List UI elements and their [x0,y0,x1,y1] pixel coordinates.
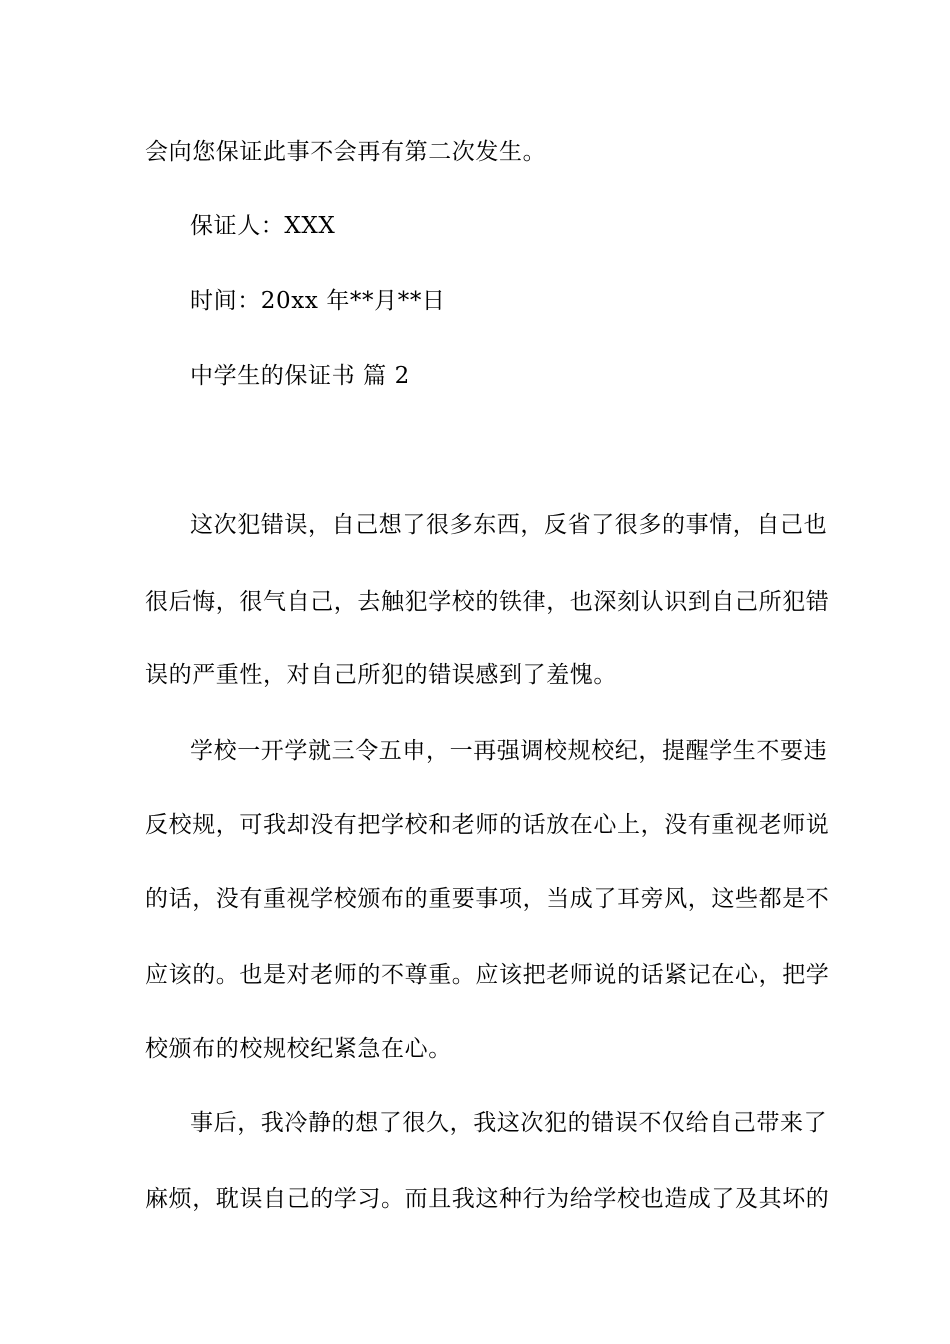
paragraph-line: 校颁布的校规校纪紧急在心。 [145,1036,452,1062]
paragraph-line: 很后悔，很气自己，去触犯学校的铁律，也深刻认识到自己所犯错 [145,589,830,615]
paragraph-line: 这次犯错误，自己想了很多东西，反省了很多的事情，自己也 [190,512,828,538]
paragraph-line: 的话，没有重视学校颁布的重要事项，当成了耳旁风，这些都是不 [145,886,830,912]
paragraph-line: 学校一开学就三令五申，一再强调校规校纪，提醒学生不要违 [190,738,828,764]
date-line: 时间：20xx 年**月**日 [190,288,446,314]
section-heading: 中学生的保证书 篇 2 [190,363,410,389]
paragraph-line: 事后，我冷静的想了很久，我这次犯的错误不仅给自己带来了 [190,1110,828,1136]
paragraph-line: 误的严重性，对自己所犯的错误感到了羞愧。 [145,662,617,688]
guarantor-line: 保证人：XXX [190,213,336,239]
paragraph-line: 麻烦，耽误自己的学习。而且我这种行为给学校也造成了及其坏的 [145,1186,830,1212]
paragraph-line: 反校规，可我却没有把学校和老师的话放在心上，没有重视老师说 [145,812,830,838]
paragraph-line: 会向您保证此事不会再有第二次发生。 [145,139,547,165]
paragraph-line: 应该的。也是对老师的不尊重。应该把老师说的话紧记在心，把学 [145,962,830,988]
